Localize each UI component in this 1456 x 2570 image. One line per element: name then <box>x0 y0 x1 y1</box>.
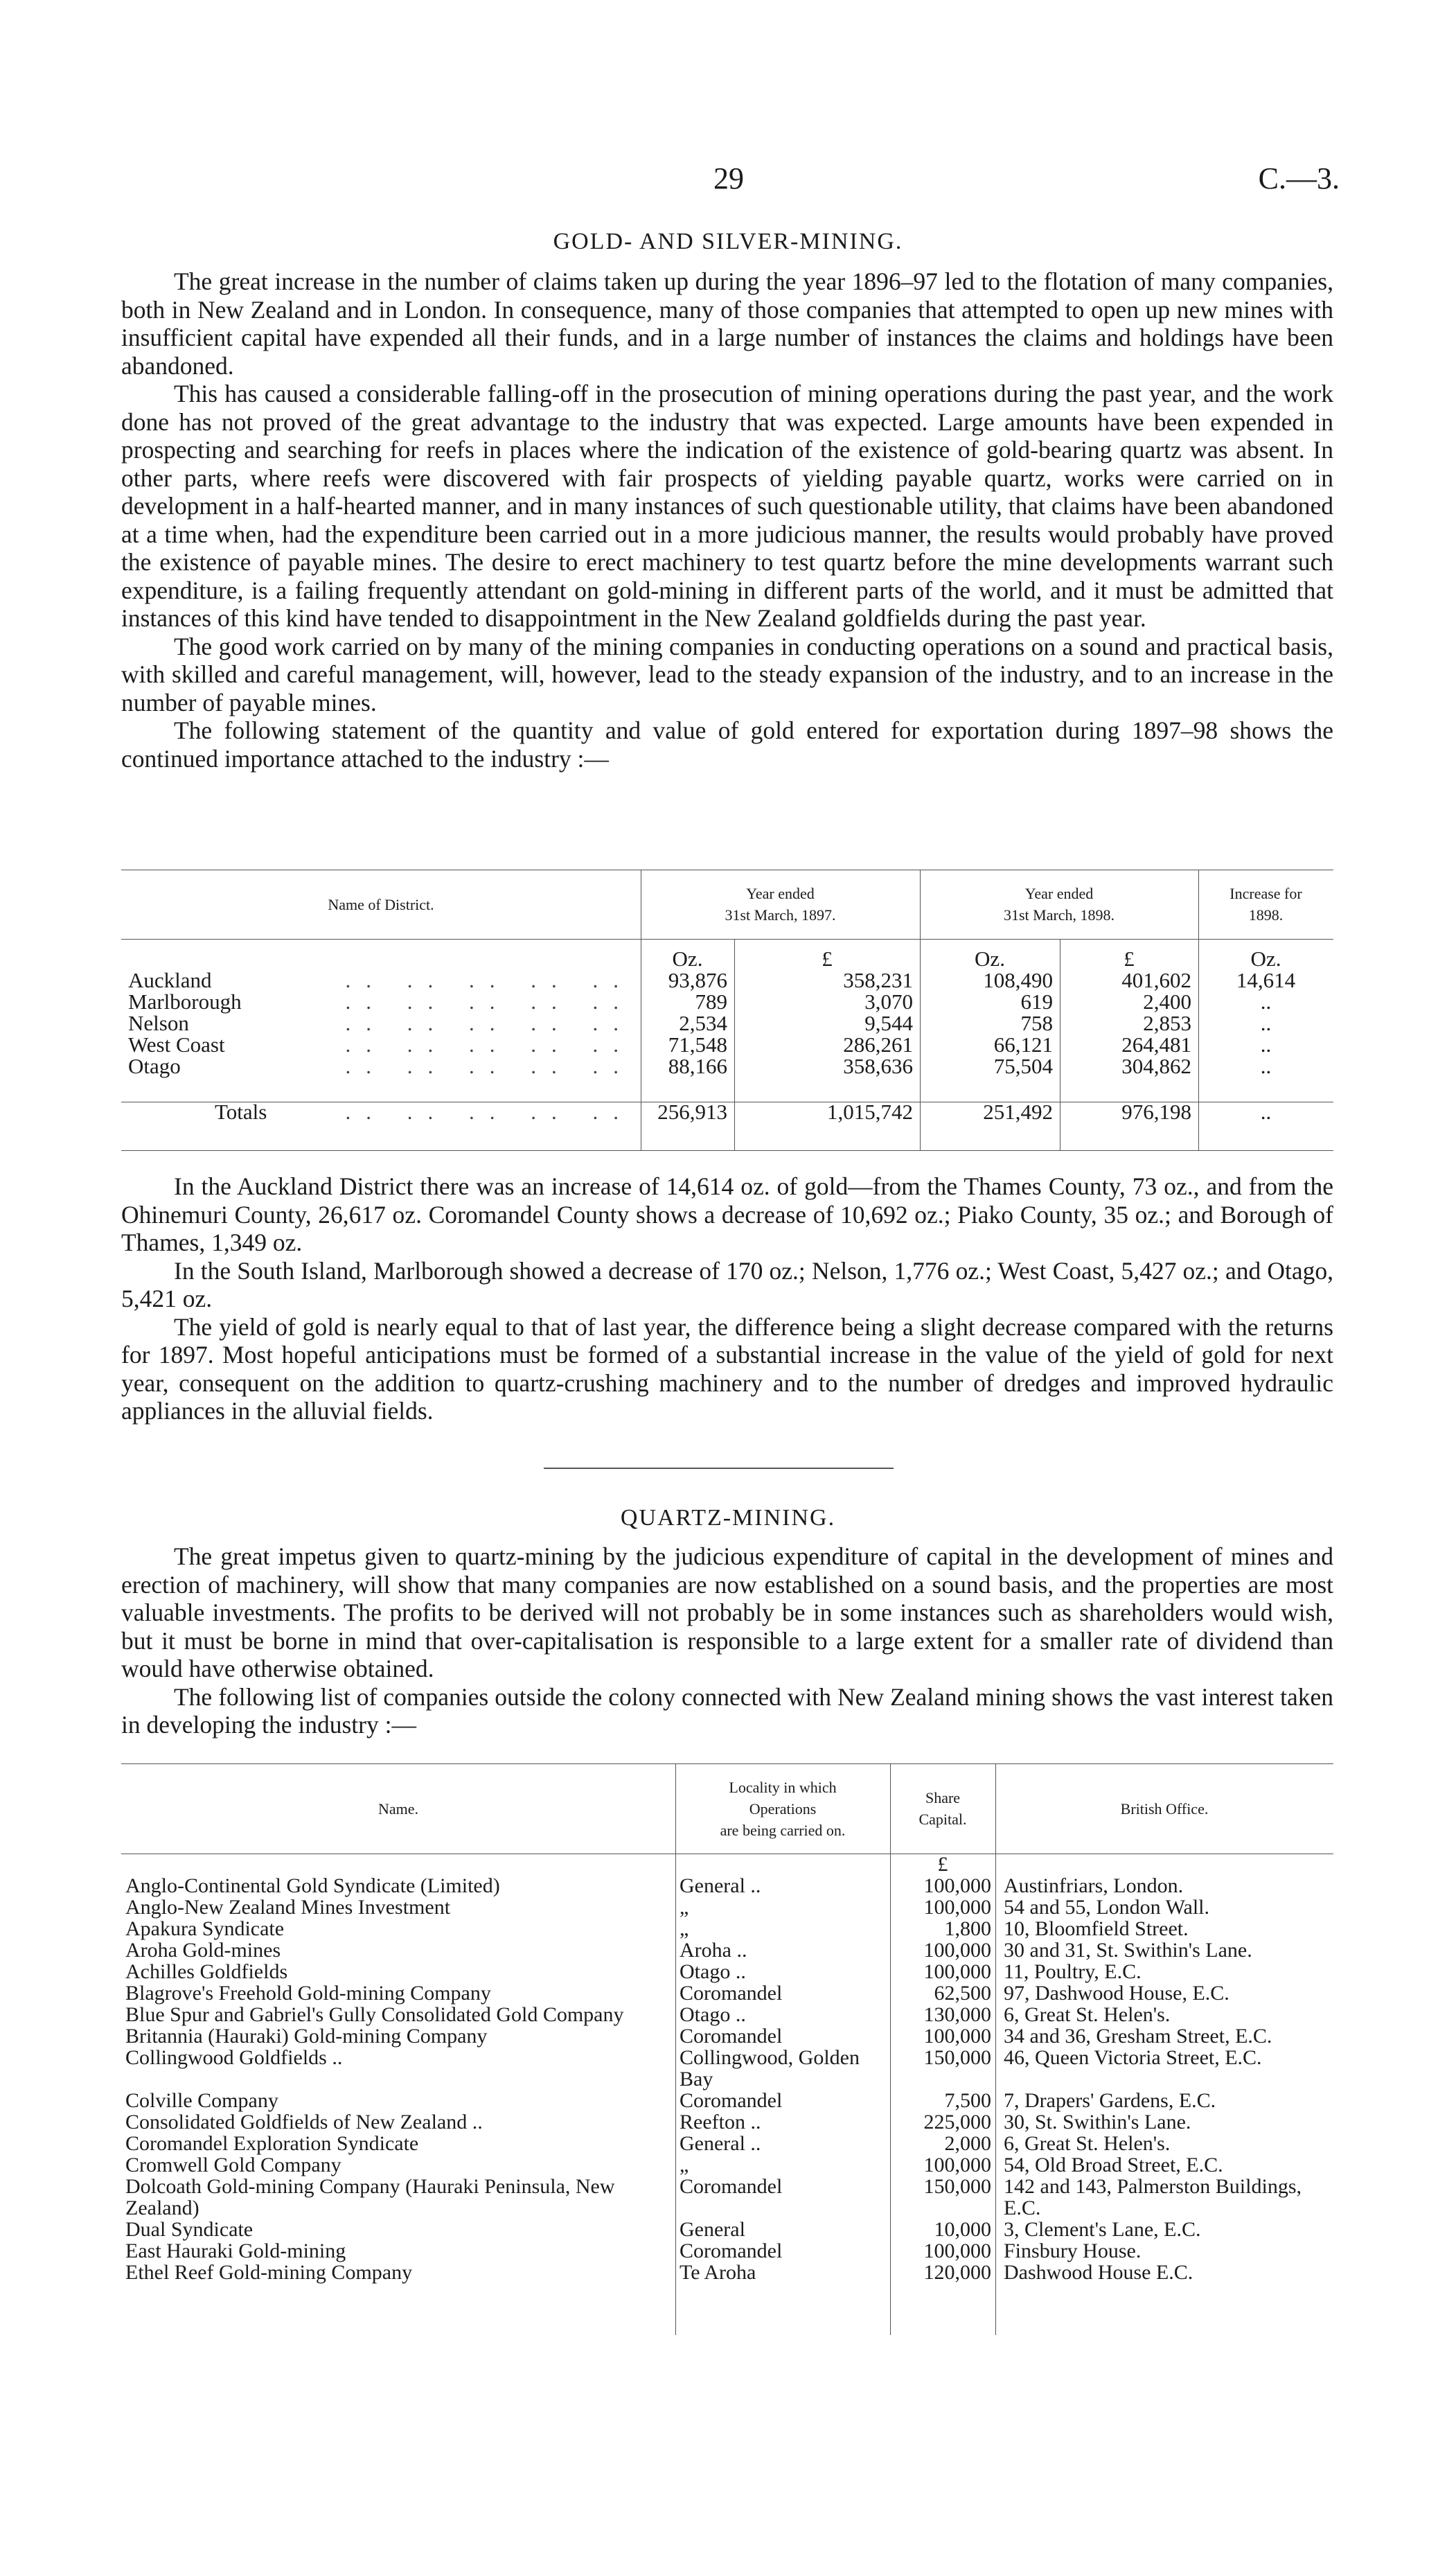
column-header-name: Name. <box>378 1799 419 1818</box>
company-name: Collingwood Goldfields .. <box>125 2046 343 2069</box>
cell-value-1898: 401,602 <box>1121 968 1191 992</box>
section1-analysis <box>121 1172 1333 1425</box>
unit-label: £ <box>822 947 833 971</box>
company-name: Cromwell Gold Company <box>125 2154 341 2176</box>
company-name: East Hauraki Gold-mining <box>125 2239 346 2262</box>
table-row <box>121 1055 1333 1077</box>
company-capital: 225,000 <box>923 2111 991 2133</box>
table-row <box>121 2240 1333 2262</box>
table-row <box>121 1896 1333 1918</box>
company-locality: „ <box>680 2154 689 2176</box>
company-office: 10, Bloomfield Street. <box>1004 1917 1189 1940</box>
leader-dots: .. .. .. .. .. <box>345 989 634 1014</box>
column-header: Name of District. <box>328 895 434 913</box>
unit-label: Oz. <box>672 947 703 971</box>
company-locality: Coromandel <box>680 2025 783 2048</box>
company-name: Anglo-Continental Gold Syndicate (Limited) <box>125 1874 500 1897</box>
table-row <box>121 2262 1333 2283</box>
company-name: Blagrove's Freehold Gold-mining Company <box>125 1982 491 2005</box>
gold-export-table <box>121 870 1333 1123</box>
cell-increase: 14,614 <box>1236 968 1296 992</box>
company-name: Achilles Goldfields <box>125 1960 288 1983</box>
company-office: 34 and 36, Gresham Street, E.C. <box>1004 2025 1272 2048</box>
company-capital: 100,000 <box>923 2025 991 2048</box>
company-name: Consolidated Goldfields of New Zealand .. <box>125 2111 483 2133</box>
company-locality: Coromandel <box>680 1982 783 2005</box>
cell-value-1898: 2,853 <box>1143 1011 1191 1035</box>
cell-increase: .. <box>1260 1054 1272 1078</box>
cell-oz-1898: 108,490 <box>983 968 1053 992</box>
leader-dots: .. .. .. .. .. <box>345 1054 634 1078</box>
table-row <box>121 991 1333 1012</box>
company-capital: 10,000 <box>934 2218 991 2241</box>
cell-value-1898: 304,862 <box>1121 1054 1191 1078</box>
paragraph: In the Auckland District there was an increase of 14,614 oz. of gold—from the Thames County, 73 oz., and from the Ohinemuri County, 26,617 oz. Coromandel County shows a decrease of 10,692 oz.; Piako County, 35 oz.; and Borough of Thames, 1,349 oz. <box>121 1172 1333 1256</box>
column-header-capital <box>890 1763 995 1854</box>
cell-oz-1897: 71,548 <box>668 1032 727 1057</box>
company-locality: Coromandel <box>680 2239 783 2262</box>
cell-value-1898: 264,481 <box>1121 1032 1191 1057</box>
company-office: Dashwood House E.C. <box>1004 2261 1193 2284</box>
company-locality: „ <box>680 1896 689 1919</box>
company-capital: 7,500 <box>944 2089 991 2112</box>
company-locality: Collingwood, Golden Bay <box>680 2046 860 2091</box>
table-row <box>121 1034 1333 1055</box>
header-line: Share <box>925 1789 961 1806</box>
leader-dots: .. .. .. .. .. <box>345 1011 634 1035</box>
paragraph: This has caused a considerable falling-off in the prosecution of mining operations during the past year, and the work done has not proved of the great advantage to the industry that was expected. Large amounts have been expended in prospecting and searching for reefs in places where the indication of the existence of gold-bearing quartz was absent. In other parts, where reefs were discovered with fair prospects of yielding payable quartz, works were carried on in development in a half-hearted manner, and in many instances of such questionable utility, that claims have been abandoned at a time when, had the expenditure been carried out in a more judicious manner, the results would probably have proved the existence of payable mines. The desire to erect machinery to test quartz before the mine developments warrant such expenditure, is a failing frequently attendant on gold-mining in different parts of the world, and it must be admitted that instances of this kind have tended to disappointment in the New Zealand goldfields during the past year. <box>121 380 1333 632</box>
table-row <box>121 2025 1333 2047</box>
company-name: Ethel Reef Gold-mining Company <box>125 2261 413 2284</box>
cell-oz-1897: 789 <box>695 989 727 1014</box>
company-name: Aroha Gold-mines <box>125 1939 281 1962</box>
company-office: Austinfriars, London. <box>1004 1874 1184 1897</box>
table-row <box>121 2090 1333 2111</box>
table-row <box>121 969 1333 991</box>
company-office: 54 and 55, London Wall. <box>1004 1896 1209 1919</box>
cell-oz-1898: 66,121 <box>993 1032 1053 1057</box>
company-name: Britannia (Hauraki) Gold-mining Company <box>125 2025 488 2048</box>
company-office: 30 and 31, St. Swithin's Lane. <box>1004 1939 1252 1962</box>
company-capital: 100,000 <box>923 1874 991 1897</box>
company-locality: Otago .. <box>680 1960 746 1983</box>
header-line: Locality in which <box>729 1778 837 1796</box>
section1-body <box>121 267 1333 773</box>
table-row <box>121 2111 1333 2133</box>
company-locality: Reefton .. <box>680 2111 761 2133</box>
total-increase: .. <box>1260 1100 1272 1124</box>
district-name: Auckland <box>128 968 212 992</box>
company-office: 46, Queen Victoria Street, E.C. <box>1004 2046 1262 2069</box>
table-bottom-rule <box>121 1150 1333 1151</box>
totals-row <box>121 1101 1333 1123</box>
company-office: 142 and 143, Palmerston Buildings, E.C. <box>1004 2175 1302 2219</box>
paragraph: The great increase in the number of claims taken up during the year 1896–97 led to the flotation of many companies, both in New Zealand and in London. In consequence, many of those companies that attempted to open up new mines with insufficient capital have expended all their funds, and in a large number of instances the claims and holdings have been abandoned. <box>121 267 1333 380</box>
company-office: 97, Dashwood House, E.C. <box>1004 1982 1229 2005</box>
cell-oz-1898: 758 <box>1020 1011 1053 1035</box>
leader-dots: .. .. .. .. .. <box>345 1100 634 1124</box>
district-name: Marlborough <box>128 989 242 1014</box>
company-capital: 100,000 <box>923 1939 991 1962</box>
section-divider <box>544 1468 894 1469</box>
company-capital: 100,000 <box>923 2154 991 2176</box>
total-value-1897: 1,015,742 <box>827 1100 913 1124</box>
units-row <box>121 939 1333 969</box>
company-capital: 2,000 <box>944 2132 991 2155</box>
table-row <box>121 2219 1333 2240</box>
cell-increase: .. <box>1260 1032 1272 1057</box>
district-name: Otago <box>128 1054 181 1078</box>
table-row <box>121 2004 1333 2025</box>
totals-label: Totals <box>215 1100 267 1124</box>
company-office: 30, St. Swithin's Lane. <box>1004 2111 1191 2133</box>
header-line: Year ended <box>746 885 815 902</box>
cell-oz-1898: 75,504 <box>993 1054 1053 1078</box>
column-header-increase <box>1198 870 1333 939</box>
document-reference: C.—3. <box>1258 161 1340 195</box>
table-header-row <box>121 1763 1333 1854</box>
column-header-1897 <box>641 870 920 939</box>
table-row <box>121 1918 1333 1939</box>
unit-label: £ <box>1124 947 1135 971</box>
unit-label: Oz. <box>975 947 1005 971</box>
section-title-gold-silver: GOLD- AND SILVER-MINING. <box>553 229 903 254</box>
company-locality: „ <box>680 1917 689 1940</box>
company-capital: 1,800 <box>944 1917 991 1940</box>
company-capital: 120,000 <box>923 2261 991 2284</box>
company-locality: Te Aroha <box>680 2261 756 2284</box>
header-line: Increase for <box>1229 885 1302 902</box>
company-locality: Coromandel <box>680 2089 783 2112</box>
cell-value-1897: 358,636 <box>843 1054 913 1078</box>
column-header-1898 <box>920 870 1198 939</box>
table-row <box>121 1012 1333 1034</box>
table-row <box>121 2047 1333 2090</box>
company-office: 11, Poultry, E.C. <box>1004 1960 1142 1983</box>
company-capital: 100,000 <box>923 1896 991 1919</box>
header-line: 31st March, 1897. <box>725 906 836 924</box>
table-row <box>121 1982 1333 2004</box>
table-row <box>121 1875 1333 1896</box>
company-locality: Otago .. <box>680 2003 746 2026</box>
cell-oz-1897: 88,166 <box>668 1054 727 1078</box>
cell-value-1897: 358,231 <box>843 968 913 992</box>
cell-value-1897: 286,261 <box>843 1032 913 1057</box>
company-capital: 130,000 <box>923 2003 991 2026</box>
company-capital: 62,500 <box>934 1982 991 2005</box>
paragraph: The great impetus given to quartz-mining by the judicious expenditure of capital in the development of mines and erection of machinery, will show that many companies are now established on a sound basis, and the properties are most valuable investments. The profits to be derived will not probably be in some instances such as shareholders would wish, but it must be borne in mind that over-capitalisation is responsible to a large extent for a smaller rate of dividend than would have otherwise obtained. <box>121 1542 1333 1682</box>
cell-value-1897: 9,544 <box>864 1011 913 1035</box>
units-row <box>121 1854 1333 1875</box>
district-name: West Coast <box>128 1032 225 1057</box>
cell-value-1898: 2,400 <box>1143 989 1191 1014</box>
company-name: Blue Spur and Gabriel's Gully Consolidated Gold Company <box>125 2003 624 2026</box>
cell-oz-1898: 619 <box>1020 989 1053 1014</box>
total-value-1898: 976,198 <box>1121 1100 1191 1124</box>
cell-increase: .. <box>1260 989 1272 1014</box>
company-office: 54, Old Broad Street, E.C. <box>1004 2154 1223 2176</box>
company-office: 7, Drapers' Gardens, E.C. <box>1004 2089 1216 2112</box>
header-line: are being carried on. <box>720 1821 846 1839</box>
table-row <box>121 2133 1333 2154</box>
company-locality: General .. <box>680 1874 761 1897</box>
table-row <box>121 1961 1333 1982</box>
header-line: 31st March, 1898. <box>1003 906 1115 924</box>
header-line: 1898. <box>1248 906 1284 924</box>
company-locality: Aroha .. <box>680 1939 747 1962</box>
cell-value-1897: 3,070 <box>864 989 913 1014</box>
paragraph: The following statement of the quantity and value of gold entered for exportation during 1897–98 shows the continued importance attached to the industry :— <box>121 716 1333 773</box>
paragraph: The yield of gold is nearly equal to that of last year, the difference being a slight decrease compared with the returns for 1897. Most hopeful anticipations must be formed of a substantial increase in the value of the yield of gold for next year, consequent on the addition to quartz-crushing machinery and to the number of dredges and improved hydraulic appliances in the alluvial fields. <box>121 1312 1333 1425</box>
table-row <box>121 2176 1333 2219</box>
company-locality: Coromandel <box>680 2175 783 2198</box>
company-name: Coromandel Exploration Syndicate <box>125 2132 419 2155</box>
company-office: 6, Great St. Helen's. <box>1004 2132 1171 2155</box>
company-capital: 100,000 <box>923 2239 991 2262</box>
column-header-locality <box>675 1763 890 1854</box>
column-header-office: British Office. <box>1120 1799 1209 1818</box>
company-table <box>121 1763 1333 2283</box>
paragraph: The following list of companies outside the colony connected with New Zealand mining shows the vast interest taken in developing the industry :— <box>121 1682 1333 1739</box>
table-row <box>121 1939 1333 1961</box>
district-name: Nelson <box>128 1011 189 1035</box>
cell-increase: .. <box>1260 1011 1272 1035</box>
company-name: Apakura Syndicate <box>125 1917 285 1940</box>
company-capital: 150,000 <box>923 2046 991 2069</box>
company-name: Dual Syndicate <box>125 2218 254 2241</box>
company-office: 6, Great St. Helen's. <box>1004 2003 1171 2026</box>
paragraph: The good work carried on by many of the mining companies in conducting operations on a sound and practical basis, with skilled and careful management, will, however, lead to the steady expansion of the industry, and to an increase in the number of payable mines. <box>121 632 1333 716</box>
leader-dots: .. .. .. .. .. <box>345 968 634 992</box>
company-office: Finsbury House. <box>1004 2239 1142 2262</box>
unit-label: £ <box>937 1853 948 1876</box>
company-office: 3, Clement's Lane, E.C. <box>1004 2218 1201 2241</box>
company-name: Anglo-New Zealand Mines Investment <box>125 1896 451 1919</box>
company-capital: 150,000 <box>923 2175 991 2198</box>
company-locality: General .. <box>680 2132 761 2155</box>
total-oz-1897: 256,913 <box>657 1100 727 1124</box>
company-locality: General <box>680 2218 745 2241</box>
page-number: 29 <box>713 161 744 195</box>
total-oz-1898: 251,492 <box>983 1100 1053 1124</box>
cell-oz-1897: 2,534 <box>679 1011 727 1035</box>
company-capital: 100,000 <box>923 1960 991 1983</box>
cell-oz-1897: 93,876 <box>668 968 727 992</box>
leader-dots: .. .. .. .. .. <box>345 1032 634 1057</box>
unit-label: Oz. <box>1250 947 1281 971</box>
header-line: Operations <box>749 1799 817 1818</box>
paragraph: In the South Island, Marlborough showed a decrease of 170 oz.; Nelson, 1,776 oz.; West Coast, 5,427 oz.; and Otago, 5,421 oz. <box>121 1256 1333 1312</box>
company-name: Dolcoath Gold-mining Company (Hauraki Peninsula, New Zealand) <box>125 2175 615 2219</box>
table-header-row <box>121 870 1333 939</box>
section2-body <box>121 1542 1333 1739</box>
header-line: Year ended <box>1024 885 1094 902</box>
table-row <box>121 2154 1333 2176</box>
company-name: Colville Company <box>125 2089 278 2112</box>
header-line: Capital. <box>918 1811 967 1828</box>
section-title-quartz: QUARTZ-MINING. <box>620 1505 836 1531</box>
